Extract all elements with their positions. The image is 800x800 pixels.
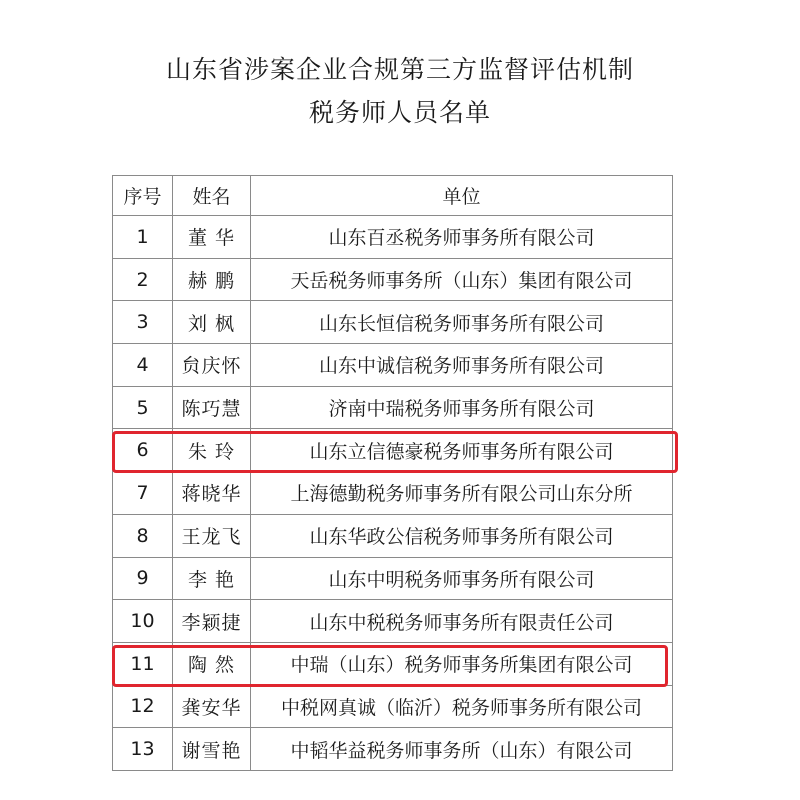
row-no: 11 (113, 642, 173, 685)
row-name: 王龙飞 (173, 514, 251, 557)
row-unit: 中瑞（山东）税务师事务所集团有限公司 (251, 642, 673, 685)
row-name: 李 艳 (173, 557, 251, 600)
row-unit: 中税网真诚（临沂）税务师事务所有限公司 (251, 685, 673, 728)
row-name: 李颖捷 (173, 600, 251, 643)
row-no: 2 (113, 258, 173, 301)
table-header-row (113, 176, 673, 216)
row-no: 12 (113, 685, 173, 728)
table-row (113, 514, 673, 557)
table-row (113, 728, 673, 771)
table-row (113, 557, 673, 600)
row-unit: 天岳税务师事务所（山东）集团有限公司 (251, 258, 673, 301)
row-no: 5 (113, 386, 173, 429)
highlight-box-row-6 (112, 431, 678, 473)
header-unit: 单位 (251, 176, 673, 216)
row-name: 陈巧慧 (173, 386, 251, 429)
row-name: 董 华 (173, 216, 251, 259)
row-unit: 中韬华益税务师事务所（山东）有限公司 (251, 728, 673, 771)
row-no: 9 (113, 557, 173, 600)
highlight-box-row-11 (112, 645, 668, 687)
row-name: 朱 玲 (173, 429, 251, 472)
header-name: 姓名 (173, 176, 251, 216)
row-name: 贠庆怀 (173, 344, 251, 387)
row-unit: 山东立信德豪税务师事务所有限公司 (251, 429, 673, 472)
row-name: 赫 鹏 (173, 258, 251, 301)
table-row (113, 386, 673, 429)
row-no: 8 (113, 514, 173, 557)
row-name: 谢雪艳 (173, 728, 251, 771)
row-name: 蒋晓华 (173, 472, 251, 515)
table-row (113, 685, 673, 728)
row-name: 龚安华 (173, 685, 251, 728)
row-unit: 济南中瑞税务师事务所有限公司 (251, 386, 673, 429)
row-no: 1 (113, 216, 173, 259)
table-row (113, 301, 673, 344)
row-unit: 山东百丞税务师事务所有限公司 (251, 216, 673, 259)
table-row (113, 600, 673, 643)
row-name: 刘 枫 (173, 301, 251, 344)
document-title-line-2: 税务师人员名单 (308, 98, 491, 127)
row-unit: 山东中税税务师事务所有限责任公司 (251, 600, 673, 643)
row-name: 陶 然 (173, 642, 251, 685)
table-row (113, 258, 673, 301)
document-title-line-1: 山东省涉案企业合规第三方监督评估机制 (165, 55, 634, 84)
header-no: 序号 (113, 176, 173, 216)
table-row (113, 472, 673, 515)
table-row (113, 216, 673, 259)
row-unit: 山东华政公信税务师事务所有限公司 (251, 514, 673, 557)
row-no: 7 (113, 472, 173, 515)
table-row (113, 344, 673, 387)
row-no: 10 (113, 600, 173, 643)
row-unit: 上海德勤税务师事务所有限公司山东分所 (251, 472, 673, 515)
row-no: 3 (113, 301, 173, 344)
row-no: 4 (113, 344, 173, 387)
row-unit: 山东长恒信税务师事务所有限公司 (251, 301, 673, 344)
row-no: 13 (113, 728, 173, 771)
row-unit: 山东中诚信税务师事务所有限公司 (251, 344, 673, 387)
row-no: 6 (113, 429, 173, 472)
row-unit: 山东中明税务师事务所有限公司 (251, 557, 673, 600)
